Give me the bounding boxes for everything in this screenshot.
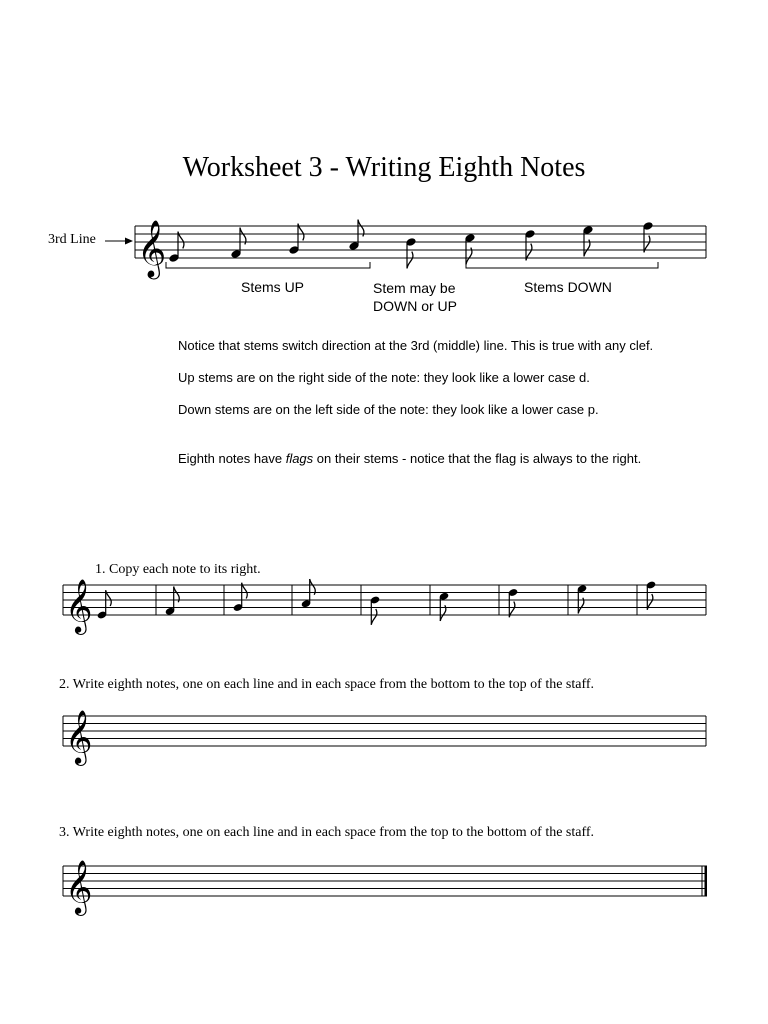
note-line-1: Notice that stems switch direction at the 3rd (middle) line. This is true with any clef.	[178, 338, 654, 353]
stems-up-label: Stems UP	[241, 279, 305, 295]
eighth-note-d5	[524, 229, 535, 260]
eighth-note-a4	[301, 579, 316, 608]
note-line-4-a: Eighth notes have	[178, 451, 286, 466]
note-line-3: Down stems are on the left side of the note: they look like a lower case p.	[178, 402, 599, 417]
stem-middle-label-line1: Stem may be	[373, 280, 456, 296]
final-barline-thick	[705, 866, 708, 896]
eighth-note-e5	[577, 584, 588, 613]
treble-clef-icon: 𝄞	[137, 218, 167, 277]
eighth-note-a4	[348, 220, 364, 251]
stems-down-label: Stems DOWN	[524, 279, 612, 295]
treble-clef-icon: 𝄞	[65, 578, 93, 633]
exercise-1-staff	[63, 578, 706, 635]
exercise-3-staff	[63, 859, 707, 916]
eighth-note-b4	[370, 595, 381, 624]
eighth-note-c5	[439, 592, 450, 621]
eighth-note-f5	[646, 580, 657, 609]
exercise-1-instruction: 1. Copy each note to its right.	[95, 562, 261, 577]
eighth-note-e5	[582, 225, 593, 256]
exercise-2-staff	[63, 709, 706, 766]
third-line-label: 3rd Line	[48, 232, 96, 247]
eighth-note-b4	[405, 237, 416, 268]
page-title: Worksheet 3 - Writing Eighth Notes	[182, 152, 586, 183]
eighth-note-f4	[230, 228, 246, 259]
eighth-note-d5	[508, 588, 519, 617]
note-line-2: Up stems are on the right side of the note: they look like a lower case d.	[178, 370, 590, 385]
eighth-note-f4	[165, 587, 180, 616]
exercise-2-instruction: 2. Write eighth notes, one on each line and in each space from the bottom to the top of the staff.	[59, 677, 595, 692]
arrow-icon	[105, 238, 133, 245]
stems-down-bracket	[466, 262, 658, 268]
stem-middle-label-line2: DOWN or UP	[373, 298, 457, 314]
treble-clef-icon: 𝄞	[65, 859, 93, 914]
note-line-4-b: on their stems - notice that the flag is always to the right.	[313, 451, 642, 466]
eighth-note-f5	[642, 221, 653, 252]
treble-clef-icon: 𝄞	[65, 709, 93, 764]
exercise-3-instruction: 3. Write eighth notes, one on each line and in each space from the top to the bottom of the staff.	[59, 825, 595, 840]
eighth-note-c5	[464, 233, 475, 264]
demo-staff	[135, 219, 706, 280]
stems-up-bracket	[166, 262, 370, 268]
flags-word: flags	[285, 451, 314, 466]
